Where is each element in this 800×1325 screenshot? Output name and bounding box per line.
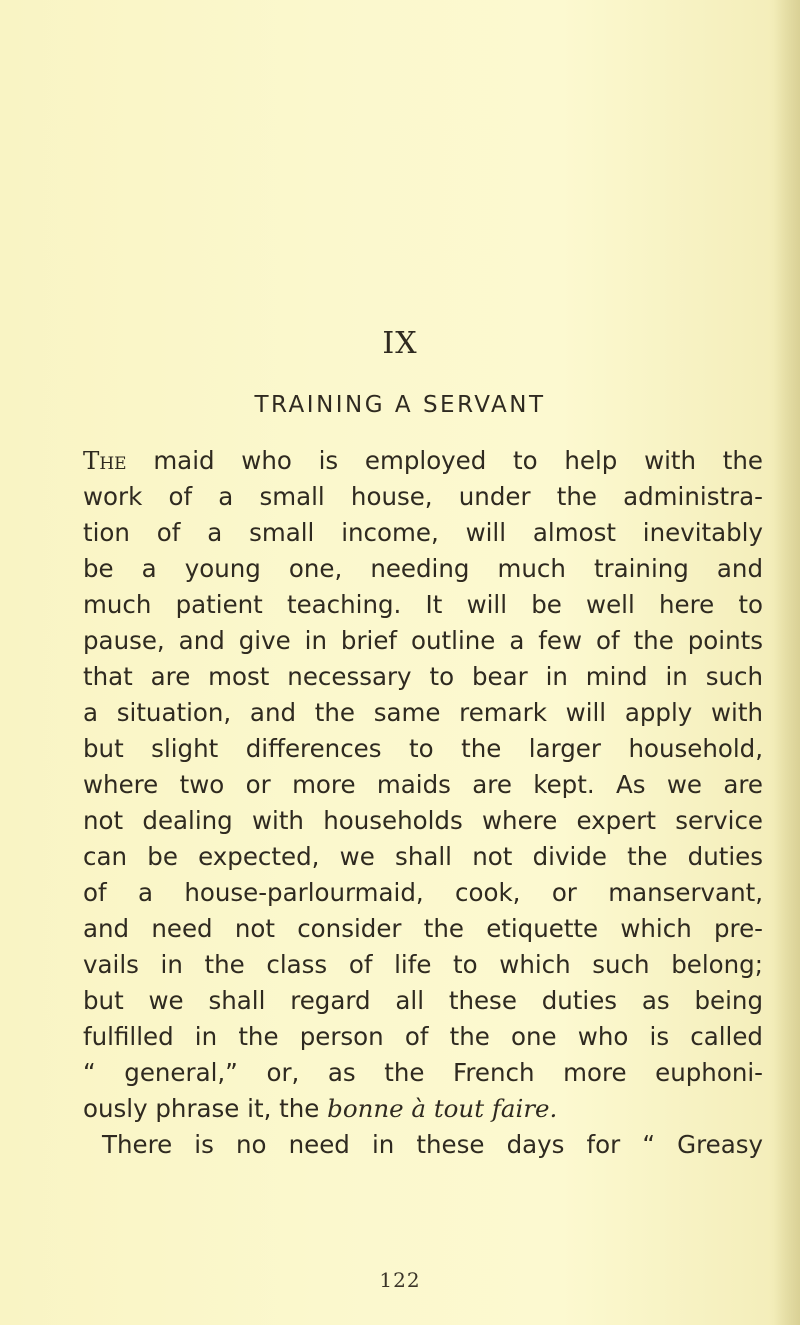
paragraph-line: much patient teaching. It will be well here to [83, 590, 763, 619]
paragraph-line: of a house-parlourmaid, cook, or manservant, [83, 878, 763, 907]
chapter-title: TRAINING A SERVANT [254, 392, 546, 418]
line-text: ously phrase it, the [83, 1094, 328, 1123]
paragraph-line: be a young one, needing much training and [83, 554, 763, 583]
line-text: maid who is employed to help with the [126, 446, 763, 475]
paragraph-line: but slight differences to the larger household, [83, 734, 763, 763]
paragraph-line: and need not consider the etiquette which pre- [83, 914, 763, 943]
paragraph-line: not dealing with households where expert service [83, 806, 763, 835]
paragraph-last-line [83, 1091, 763, 1127]
page-number: 122 [379, 1268, 421, 1292]
paragraph-line [83, 443, 763, 479]
paragraph-line: that are most necessary to bear in mind in such [83, 662, 763, 691]
page-edge-shadow [774, 0, 800, 1325]
paragraph-line: a situation, and the same remark will apply with [83, 698, 763, 727]
italic-phrase: bonne à tout faire. [327, 1094, 558, 1123]
paragraph-line: tion of a small income, will almost inevitably [83, 518, 763, 547]
paragraph-line: pause, and give in brief outline a few of the points [83, 626, 763, 655]
paragraph-line: fulfilled in the person of the one who is called [83, 1022, 763, 1051]
body-text [83, 443, 763, 1163]
chapter-number: IX [382, 326, 418, 361]
paragraph-line: There is no need in these days for “ Greasy [102, 1130, 763, 1159]
paragraph-line: vails in the class of life to which such belong; [83, 950, 763, 979]
opening-small-caps-word: The [83, 446, 127, 475]
paragraph-line: can be expected, we shall not divide the duties [83, 842, 763, 871]
paragraph-line: “ general,” or, as the French more euphoni- [83, 1058, 763, 1087]
paragraph-line: but we shall regard all these duties as being [83, 986, 763, 1015]
paragraph-line: where two or more maids are kept. As we are [83, 770, 763, 799]
paragraph-line: work of a small house, under the administra- [83, 482, 763, 511]
